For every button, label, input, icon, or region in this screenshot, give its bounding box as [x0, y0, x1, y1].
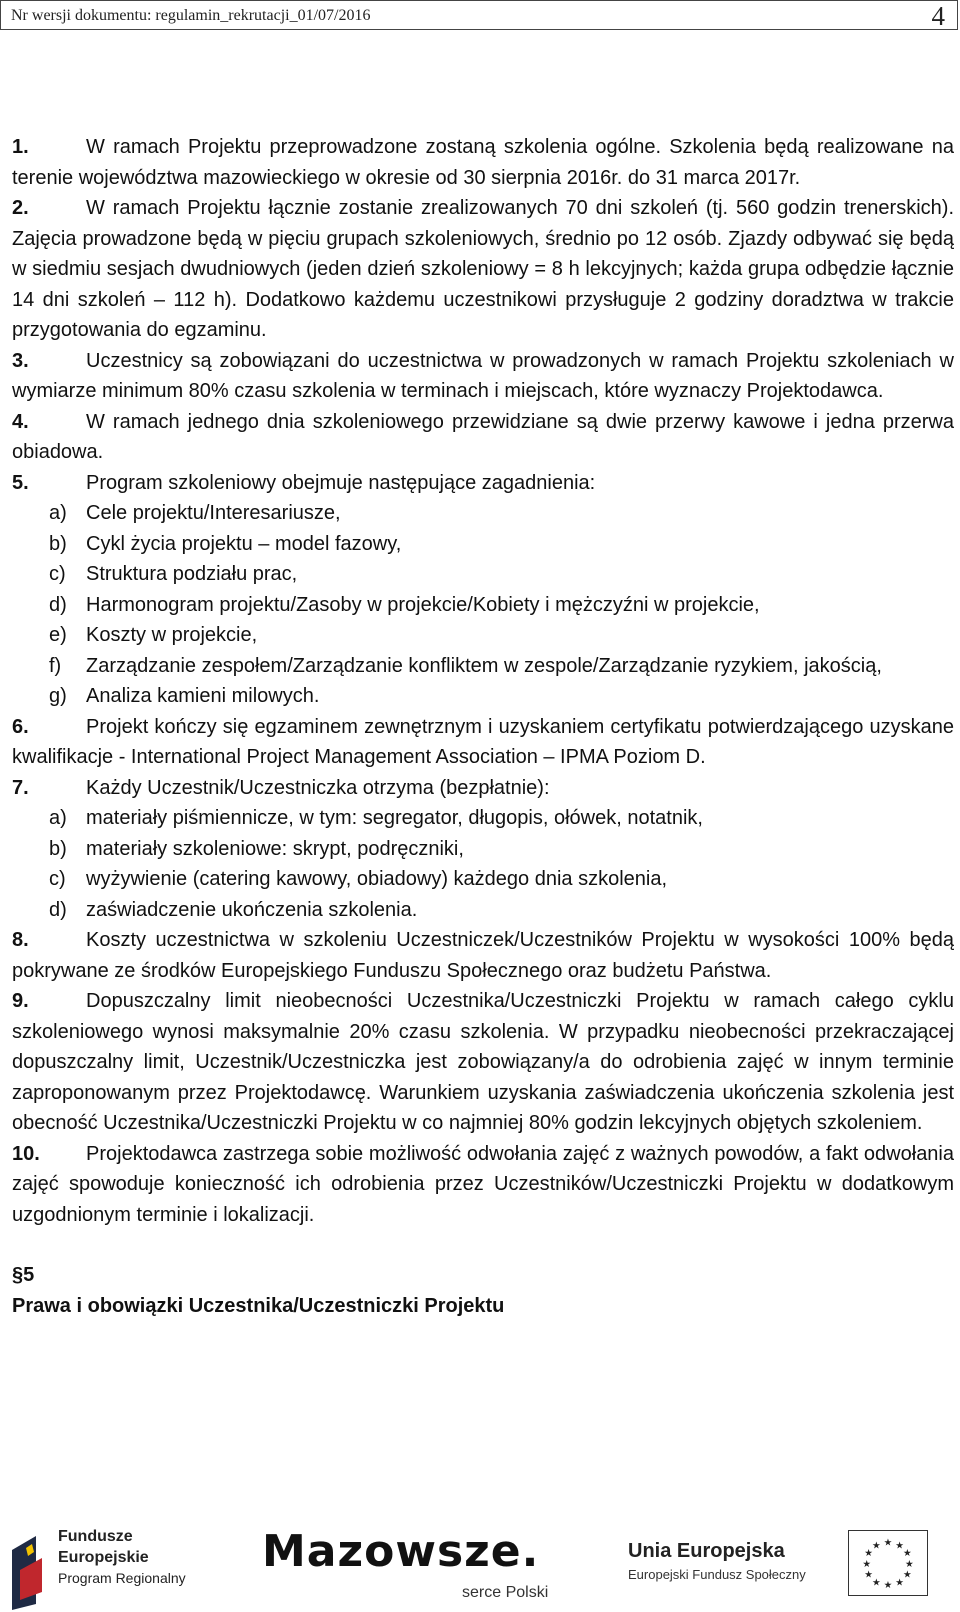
document-body: [12, 132, 954, 1321]
svg-text:★: ★: [903, 1548, 912, 1560]
list-item: [12, 681, 954, 712]
list-label: d): [49, 898, 67, 921]
paragraph-number: 6.: [12, 715, 29, 738]
list-label: d): [49, 593, 67, 616]
list-text: Koszty w projekcie,: [86, 624, 258, 646]
eu-flag-icon: [848, 1530, 928, 1596]
list-text: Cele projektu/Interesariusze,: [86, 502, 341, 524]
paragraph-number: 4.: [12, 410, 29, 433]
paragraph-2: [12, 193, 954, 346]
paragraph-3: [12, 346, 954, 407]
svg-text:★: ★: [864, 1548, 873, 1560]
svg-text:★: ★: [903, 1569, 912, 1581]
version-text: Nr wersji dokumentu: regulamin_rekrutacji_01/07/2016: [11, 7, 371, 24]
paragraph-text: W ramach jednego dnia szkoleniowego przewidziane są dwie przerwy kawowe i jedna przerwa obiadowa.: [12, 410, 954, 463]
paragraph-9: [12, 986, 954, 1139]
list-text: Analiza kamieni milowych.: [86, 685, 320, 707]
list-text: Zarządzanie zespołem/Zarządzanie konfliktem w zespole/Zarządzanie ryzykiem, jakością,: [86, 654, 882, 677]
paragraph-text: Program szkoleniowy obejmuje następujące zagadnienia:: [86, 471, 596, 494]
ue-text: [628, 1540, 806, 1582]
paragraph-6: [12, 712, 954, 773]
paragraph-10: [12, 1139, 954, 1231]
list-item: [12, 559, 954, 590]
list-item: [12, 834, 954, 865]
list-item: [12, 498, 954, 529]
ue-subtitle: Europejski Fundusz Społeczny: [628, 1567, 806, 1582]
section-number: §5: [12, 1264, 35, 1286]
svg-text:★: ★: [904, 1558, 914, 1570]
svg-text:★: ★: [883, 1537, 893, 1549]
list-text: wyżywienie (catering kawowy, obiadowy) każdego dnia szkolenia,: [86, 868, 668, 890]
paragraph-text: Każdy Uczestnik/Uczestniczka otrzyma (bezpłatnie):: [86, 776, 550, 799]
list-label: e): [49, 624, 67, 646]
paragraph-number: 7.: [12, 776, 29, 799]
paragraph-number: 1.: [12, 136, 29, 158]
paragraph-4: [12, 407, 954, 468]
paragraph-text: Dopuszczalny limit nieobecności Uczestnika/Uczestniczki Projektu w ramach całego cyklu szkoleniowego wynosi maksymalnie 20% czasu szkolenia. W przypadku nieobecności przekraczającej dopuszczalny limit, Uczestnik/Uczestniczka jest zobowiązany/a do odrobienia zajęć w innym terminie zaproponowanym przez Projektodawcę. Warunkiem uzyskania zaświadczenia ukończenia szkolenia jest obecność Uczestnika/Uczestniczki Projektu w co najmniej 80% godzin lekcyjnych objętych szkoleniem.: [12, 990, 954, 1134]
paragraph-text: Projektodawca zastrzega sobie możliwość odwołania zajęć z ważnych powodów, a fakt odwołania zajęć spowoduje konieczność ich odrobienia przez Uczestników/Uczestniczki Projektu w dodatkowym uzgodnionym terminie i lokalizacji.: [12, 1142, 954, 1226]
list-text: Cykl życia projektu – model fazowy,: [86, 532, 402, 555]
ue-title: Unia Europejska: [628, 1540, 785, 1562]
svg-text:★: ★: [895, 1577, 904, 1589]
paragraph-8: [12, 925, 954, 986]
mazowsze-tagline: serce Polski: [462, 1584, 549, 1601]
paragraph-number: 10.: [12, 1142, 40, 1165]
list-item: [12, 651, 954, 682]
list-label: c): [49, 868, 66, 890]
list-label: a): [49, 502, 67, 524]
paragraph-5: [12, 468, 954, 499]
section-heading: [12, 1260, 954, 1321]
list-label: f): [49, 654, 62, 677]
list-label: a): [49, 807, 67, 829]
page-number: 4: [931, 1, 945, 31]
list-item: [12, 803, 954, 834]
svg-text:★: ★: [895, 1540, 904, 1552]
paragraph-number: 3.: [12, 349, 29, 372]
list-item: [12, 620, 954, 651]
list-item: [12, 590, 954, 621]
paragraph-number: 5.: [12, 471, 29, 494]
paragraph-text: Projekt kończy się egzaminem zewnętrznym i uzyskaniem certyfikatu potwierdzającego uzyskane kwalifikacje - International Project Management Association – IPMA Poziom D.: [12, 715, 954, 768]
section-title: Prawa i obowiązki Uczestnika/Uczestniczki Projektu: [12, 1294, 505, 1317]
list-text: materiały szkoleniowe: skrypt, podręczniki,: [86, 837, 464, 860]
svg-text:★: ★: [872, 1577, 881, 1589]
svg-text:★: ★: [883, 1580, 893, 1592]
paragraph-1: [12, 132, 954, 193]
list-text: materiały piśmiennicze, w tym: segregator, długopis, ołówek, notatnik,: [86, 807, 703, 829]
paragraph-number: 8.: [12, 929, 29, 951]
paragraph-text: W ramach Projektu łącznie zostanie zrealizowanych 70 dni szkoleń (tj. 560 godzin trenerskich). Zajęcia prowadzone będą w pięciu grupach szkoleniowych, średnio po 12 osób. Zjazdy odbywać się będą w siedmiu sesjach dwudniowych (jeden dzień szkoleniowy = 8 h lekcyjnych; każda grupa odbędzie łącznie 14 dni szkoleń – 112 h). Dodatkowo każdemu uczestnikowi przysługuje 2 godziny doradztwa w trakcie przygotowania do egzaminu.: [12, 197, 954, 341]
fe-line3: Program Regionalny: [58, 1570, 186, 1586]
svg-text:★: ★: [864, 1569, 873, 1581]
document-header: [0, 0, 958, 30]
list-label: b): [49, 532, 67, 555]
paragraph-text: W ramach Projektu przeprowadzone zostaną szkolenia ogólne. Szkolenia będą realizowane na terenie województwa mazowieckiego w okresie od 30 sierpnia 2016r. do 31 marca 2017r.: [12, 136, 954, 189]
paragraph-number: 9.: [12, 990, 29, 1012]
list-label: b): [49, 837, 67, 860]
list-text: zaświadczenie ukończenia szkolenia.: [86, 898, 418, 921]
paragraph-text: Uczestnicy są zobowiązani do uczestnictwa w prowadzonych w ramach Projektu szkoleniach w wymiarze minimum 80% czasu szkolenia w terminach i miejscach, które wyznaczy Projektodawca.: [12, 349, 954, 402]
fe-line2: Europejskie: [58, 1549, 149, 1566]
list-label: c): [49, 563, 66, 585]
footer-logos: [0, 1520, 960, 1612]
list-item: [12, 529, 954, 560]
fundusze-europejskie-text: [58, 1526, 186, 1589]
paragraph-text: Koszty uczestnictwa w szkoleniu Uczestniczek/Uczestników Projektu w wysokości 100% będą pokrywane ze środków Europejskiego Funduszu Społecznego oraz budżetu Państwa.: [12, 929, 954, 982]
paragraph-7: [12, 773, 954, 804]
list-item: [12, 895, 954, 926]
list-label: g): [49, 685, 67, 707]
svg-text:★: ★: [862, 1558, 872, 1570]
list-text: Struktura podziału prac,: [86, 563, 298, 585]
list-text: Harmonogram projektu/Zasoby w projekcie/Kobiety i mężczyźni w projekcie,: [86, 593, 760, 616]
list-item: [12, 864, 954, 895]
svg-text:★: ★: [872, 1540, 881, 1552]
fe-line1: Fundusze: [58, 1528, 133, 1545]
mazowsze-logo-text: Mazowsze.: [262, 1526, 540, 1577]
paragraph-number: 2.: [12, 197, 29, 219]
